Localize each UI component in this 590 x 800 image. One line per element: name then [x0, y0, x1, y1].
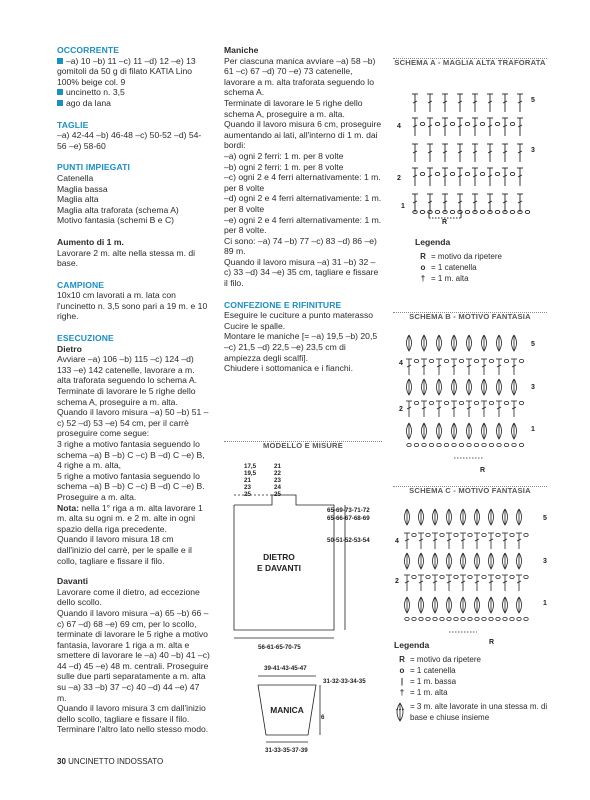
body-label: E DAVANTI: [257, 563, 301, 573]
bullet-square-icon: [57, 89, 63, 95]
punti-item: Maglia alta traforata (schema A): [57, 204, 179, 215]
row-number: 2: [395, 578, 399, 585]
chain-symbol: [525, 210, 529, 213]
chain-symbol: [450, 122, 454, 125]
chain-symbol: [435, 122, 439, 125]
dietro-heading: Dietro: [57, 343, 82, 354]
chain-symbol: [497, 443, 501, 446]
maniche-text: Quando il lavoro misura –a) 31 –b) 32 –c) 33 –d) 34 –e) 35 cm, tagliare e fissare il filo.: [224, 256, 379, 289]
chain-symbol: [429, 443, 433, 446]
row-number: 3: [531, 384, 535, 391]
chain-symbol: [524, 533, 528, 536]
chain-symbol: [444, 401, 448, 404]
chain-symbol: [482, 533, 486, 536]
row-number: 4: [397, 123, 401, 130]
punti-heading: PUNTI IMPIEGATI: [57, 162, 130, 173]
legenda-title: Legenda: [415, 237, 451, 247]
confezione-text: Cucire le spalle.: [224, 320, 286, 331]
chain-symbol: [510, 172, 514, 175]
punti-item: Maglia bassa: [57, 183, 108, 194]
chain-symbol: [444, 359, 448, 362]
chain-symbol: [440, 575, 444, 578]
schema-a-title: SCHEMA A - MAGLIA ALTA TRAFORATA: [394, 58, 546, 67]
chain-symbol: [459, 401, 463, 404]
maniche-text: Quando il lavoro misura 6 cm, proseguire aumentando ai lati, all'interno di 1 m. dai bordi:: [224, 119, 382, 151]
legenda-item: = 3 m. alte lavorate in una stessa m. di base e chiuse insieme: [394, 701, 549, 726]
dimension-label: 19,5: [244, 470, 257, 477]
legenda-item: | = 1 m. bassa: [394, 676, 549, 687]
left-column: [57, 45, 210, 735]
chain-symbol: [480, 172, 484, 175]
maniche-line: –b) ogni 2 ferri: 1 m. per 8 volte: [224, 161, 344, 172]
taglie-text: –a) 42-44 –b) 46-48 –c) 50-52 –d) 54-56 –e) 58-60: [57, 130, 202, 151]
chain-symbol: [517, 617, 521, 620]
chain-symbol: [496, 617, 500, 620]
chain-symbol: [495, 122, 499, 125]
aumento-heading: Aumento di 1 m.: [57, 236, 124, 247]
row-number: 1: [531, 426, 535, 433]
chain-symbol: [419, 617, 423, 620]
occorrente-heading: OCCORRENTE: [57, 45, 120, 55]
chain-symbol: [405, 617, 409, 620]
legenda-b: [394, 640, 549, 726]
schema-a-chart: [393, 72, 553, 232]
bullet-square-icon: [57, 100, 63, 106]
campione-heading: CAMPIONE: [57, 279, 105, 290]
chain-symbol: [495, 172, 499, 175]
chain-symbol: [454, 617, 458, 620]
chain-symbol: [482, 617, 486, 620]
maniche-text: Terminate di lavorare le 5 righe dello schema A, proseguire a m. alta.: [224, 97, 363, 119]
chain-symbol: [510, 210, 514, 213]
chain-symbol: [519, 401, 523, 404]
chain-symbol: [489, 401, 493, 404]
dimension-label: 21: [274, 463, 281, 470]
chain-symbol: [474, 443, 478, 446]
punti-item: Motivo fantasia (schemi B e C): [57, 215, 175, 226]
chain-symbol: [482, 443, 486, 446]
row-number: 5: [531, 341, 535, 348]
chain-symbol: [465, 122, 469, 125]
chain-symbol: [422, 443, 426, 446]
row-number: 4: [395, 538, 399, 545]
legenda-item: † = 1 m. alta: [415, 273, 502, 284]
dimension-label: 17,5: [244, 463, 257, 470]
chain-symbol: [510, 617, 514, 620]
maniche-line: –a) ogni 2 ferri: 1 m. per 8 volte: [224, 150, 344, 161]
chain-symbol: [489, 443, 493, 446]
chain-symbol: [510, 122, 514, 125]
chain-symbol: [475, 617, 479, 620]
punti-item: Catenella: [57, 172, 94, 183]
davanti-text: Lavorare come il dietro, ad eccezione dello scollo.: [57, 586, 200, 608]
chain-symbol: [429, 401, 433, 404]
maniche-line: –d) ogni 2 e 4 ferri alternativamente: 1 m. per 8 volte: [224, 193, 382, 214]
chain-symbol: [454, 533, 458, 536]
middle-column: [224, 45, 382, 374]
chain-symbol: [444, 443, 448, 446]
row-number: 2: [397, 175, 401, 182]
dimension-label: 25: [274, 491, 281, 498]
chain-symbol: [519, 359, 523, 362]
confezione-text: Eseguire le cuciture a punto materasso: [224, 310, 374, 321]
chain-symbol: [468, 617, 472, 620]
dietro-text: 3 righe a motivo fantasia seguendo lo schema –a) B –b) C –c) B –d) C –e) B,: [57, 439, 205, 460]
repeat-icon: R: [420, 252, 426, 261]
dimension-label: 31-33-35-37-39: [265, 747, 308, 754]
double-crochet-icon: †: [420, 274, 426, 283]
dietro-text: 5 righe a motivo fantasia seguendo lo schema –a) B –b) C –c) B –d) C –e) B.: [57, 470, 205, 492]
legenda-item: † = 1 m. alta: [394, 687, 549, 698]
chain-symbol: [510, 533, 514, 536]
chain-symbol: [435, 210, 439, 213]
chain-symbol: [512, 443, 516, 446]
chain-symbol: [450, 210, 454, 213]
maniche-text: Per ciascuna manica avviare –a) 58 –b) 61 –c) 67 –d) 70 –e) 73 catenelle, lavorare a m. alta traforata seguendo lo schema A.: [224, 55, 376, 98]
confezione-heading: CONFEZIONE E RIFINITURE: [224, 299, 342, 310]
davanti-heading: Davanti: [57, 576, 89, 587]
dimension-label: 22: [274, 470, 281, 477]
chain-symbol: [465, 210, 469, 213]
chain-symbol: [454, 575, 458, 578]
repeat-label: R: [442, 219, 448, 226]
maniche-line: –e) ogni 2 e 4 ferri alternativamente: 1 m. per 8 volte.: [224, 214, 382, 236]
repeat-label: R: [489, 639, 495, 646]
dietro-text: Proseguire a m. alta.: [57, 491, 137, 502]
chain-symbol: [489, 617, 493, 620]
chain-symbol: [426, 575, 430, 578]
chain-symbol: [420, 210, 424, 213]
chain-symbol: [510, 575, 514, 578]
chain-symbol: [420, 172, 424, 175]
dietro-text: Quando il lavoro misura –a) 50 –b) 51 –c) 52 –d) 53 –e) 54 cm, per il carrè proseguire come segue:: [57, 407, 209, 439]
legenda-item: o = 1 catenella: [394, 665, 549, 676]
dietro-text: 4 righe a m. alta,: [57, 460, 122, 471]
chain-symbol: [503, 617, 507, 620]
schema-b-title: SCHEMA B - MOTIVO FANTASIA: [409, 312, 531, 321]
chain-symbol: [504, 359, 508, 362]
chain-icon: o: [420, 263, 426, 272]
chain-symbol: [524, 617, 528, 620]
chain-symbol: [504, 401, 508, 404]
legenda-item: R = motivo da ripetere: [415, 251, 502, 262]
taglie-heading: TAGLIE: [57, 119, 89, 130]
dimension-label: 23: [244, 484, 251, 491]
chain-symbol: [468, 533, 472, 536]
maniche-text: Ci sono: –a) 74 –b) 77 –c) 83 –d) 86 –e) 89 m.: [224, 235, 377, 257]
chain-symbol: [429, 359, 433, 362]
chain-symbol: [480, 210, 484, 213]
row-number: 2: [399, 406, 403, 413]
schema-c-title: SCHEMA C - MOTIVO FANTASIA: [409, 486, 531, 495]
dimension-label: 24: [274, 484, 281, 491]
chain-symbol: [495, 210, 499, 213]
chain-symbol: [496, 575, 500, 578]
legenda-a: [415, 237, 502, 284]
chain-symbol: [435, 172, 439, 175]
chain-symbol: [447, 617, 451, 620]
chain-symbol: [459, 359, 463, 362]
dimension-label: 65-69-73-71-72: [327, 507, 370, 514]
page-footer: [57, 757, 163, 766]
nota-text: Nota: nella 1° riga a m. alta lavorare 1 m. alta su ogni m. e 2 m. alte in ogni spazio della riga precedente.: [57, 502, 203, 534]
chain-symbol: [420, 122, 424, 125]
row-number: 1: [543, 600, 547, 607]
dimension-label: 25: [244, 491, 251, 498]
legenda-title: Legenda: [394, 640, 430, 650]
chain-symbol: [489, 359, 493, 362]
cluster-icon: [394, 701, 410, 726]
dimension-label: 31-32-33-34-35: [323, 678, 366, 685]
dietro-text: Quando il lavoro misura 18 cm dall'inizio del carrè, per le spalle e il collo, tagliare e fissare il filo.: [57, 534, 192, 566]
dimension-label: 39-41-43-45-47: [264, 665, 307, 672]
row-number: 3: [543, 558, 547, 565]
schematic-diagram: [224, 455, 384, 755]
chain-symbol: [459, 443, 463, 446]
sleeve-label: MANICA: [270, 705, 304, 715]
chain-symbol: [504, 443, 508, 446]
chain-symbol: [412, 533, 416, 536]
chain-symbol: [414, 359, 418, 362]
dimension-label: 65-66-67-68-69: [327, 515, 370, 522]
schema-c-chart: [393, 499, 553, 649]
chain-symbol: [465, 172, 469, 175]
repeat-label: R: [480, 467, 486, 474]
dietro-text: Terminate di lavorare le 5 righe dello schema A, proseguire a m. alta.: [57, 386, 196, 407]
chain-symbol: [474, 359, 478, 362]
chain-symbol: [482, 575, 486, 578]
chain-symbol: [519, 443, 523, 446]
repeat-icon: R: [399, 655, 405, 664]
maniche-heading: Maniche: [224, 45, 259, 55]
chain-symbol: [414, 401, 418, 404]
row-number: 3: [531, 147, 535, 154]
chain-symbol: [467, 443, 471, 446]
chain-symbol: [524, 575, 528, 578]
schema-b-chart: [393, 325, 553, 475]
dimension-label: 50-51-52-53-54: [327, 537, 370, 544]
bullet-square-icon: [57, 58, 63, 64]
body-label: DIETRO: [263, 552, 295, 562]
chain-symbol: [450, 172, 454, 175]
chain-symbol: [440, 617, 444, 620]
dimension-label: 21: [244, 477, 251, 484]
chain-symbol: [440, 533, 444, 536]
single-crochet-icon: |: [400, 677, 404, 686]
occorrente-item: –a) 10 –b) 11 –c) 11 –d) 12 –e) 13 gomitoli da 50 g di filato KATIA Lino 100% beige col. 9: [57, 55, 196, 87]
legenda-item: o = 1 catenella: [415, 262, 502, 273]
row-number: 5: [543, 515, 547, 522]
chain-symbol: [461, 617, 465, 620]
chain-symbol: [433, 617, 437, 620]
chain-symbol: [412, 617, 416, 620]
chain-symbol: [426, 533, 430, 536]
chain-symbol: [412, 575, 416, 578]
chain-symbol: [407, 443, 411, 446]
chain-icon: o: [399, 666, 405, 675]
maniche-line: –c) ogni 2 e 4 ferri alternativamente: 1 m. per 8 volte: [224, 172, 381, 193]
aumento-text: Lavorare 2 m. alte nella stessa m. di base.: [57, 247, 196, 269]
chain-symbol: [414, 443, 418, 446]
row-number: 1: [401, 203, 405, 210]
chain-symbol: [452, 443, 456, 446]
davanti-text: Quando il lavoro misura 3 cm dall'inizio dello scollo, tagliare e fissare il filo.: [57, 703, 206, 724]
occorrente-item: uncinetto n. 3,5: [57, 87, 210, 98]
magazine-name: UNCINETTO INDOSSATO: [68, 757, 164, 766]
chain-symbol: [437, 443, 441, 446]
campione-text: 10x10 cm lavorati a m. lata con l'uncinetto n. 3,5 sono pari a 19 m. e 10 righe.: [57, 290, 208, 322]
page-number: 30: [57, 757, 66, 766]
nota-label: Nota:: [57, 502, 79, 513]
esecuzione-heading: ESECUZIONE: [57, 333, 114, 344]
chain-symbol: [480, 122, 484, 125]
dimension-label: 6: [321, 714, 325, 721]
confezione-text: Chiudere i sottomanica e i fianchi.: [224, 363, 353, 374]
legenda-item: R = motivo da ripetere: [394, 654, 549, 665]
punti-item: Maglia alta: [57, 194, 99, 205]
row-number: 5: [531, 97, 535, 104]
occorrente-item: ago da lana: [57, 98, 210, 109]
chain-symbol: [426, 617, 430, 620]
double-crochet-icon: †: [399, 688, 405, 697]
davanti-text: Quando il lavoro misura –a) 65 –b) 66 –c) 67 –d) 68 –e) 69 cm, per lo scollo, terminate di lavorare le 5 righe a motivo fantasia, lavorare 1 riga a m. alta e smettere di lavorare le –a) 40 –b) 41 –c) 44 –d) 45 –e) 48 m. centrali. Proseguire sulle due parti separatamente a m. alta su –a) 33 –b) 37 –c) 40 –d) 44 –e) 47 m.: [57, 607, 210, 703]
confezione-text: Montare le maniche [= –a) 19,5 –b) 20,5 –c) 21,5 –d) 22,5 –e) 23,5 cm di ampiezza degli scalfi].: [224, 331, 378, 363]
row-number: 4: [399, 360, 403, 367]
dietro-text: Avviare –a) 106 –b) 115 –c) 124 –d) 133 –e) 142 catenelle, lavorare a m. alta traforata seguendo lo schema A.: [57, 354, 197, 386]
davanti-text: Terminare l'altro lato nello stesso modo.: [57, 724, 209, 735]
chain-symbol: [496, 533, 500, 536]
chain-symbol: [474, 401, 478, 404]
modello-title: MODELLO E MISURE: [263, 441, 343, 450]
chain-symbol: [468, 575, 472, 578]
dimension-label: 56-61-65-70-75: [258, 644, 301, 651]
dimension-label: 23: [274, 477, 281, 484]
